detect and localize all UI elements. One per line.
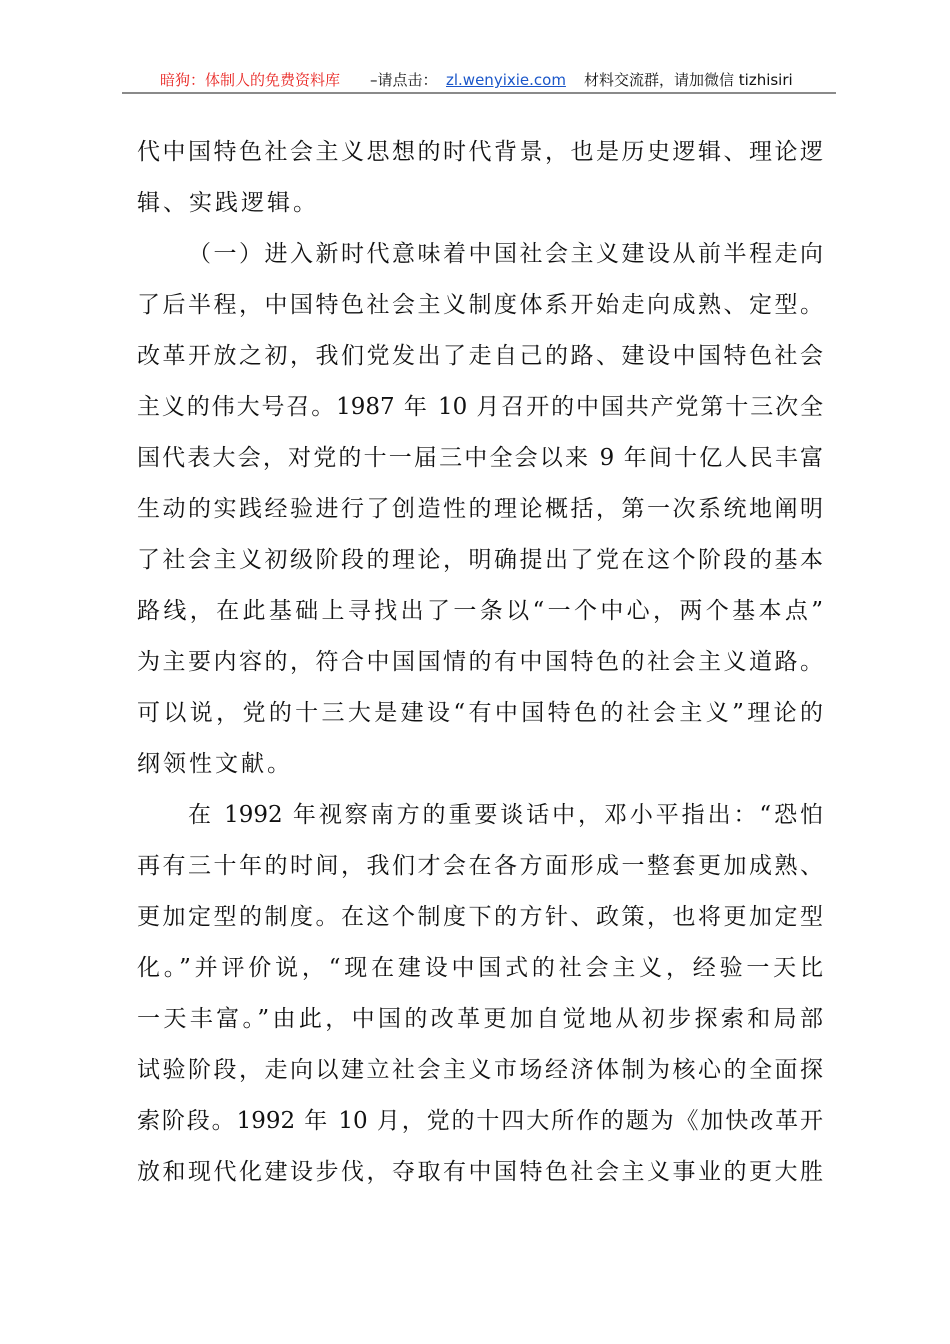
text-line: 更加定型的制度。在这个制度下的方针、政策，也将更加定型 — [137, 904, 823, 930]
text-line: 主义的伟大号召。1987 年 10 月召开的中国共产党第十三次全 — [137, 394, 823, 420]
text-line: 化。”并评价说，“现在建设中国式的社会主义，经验一天比 — [137, 955, 823, 981]
text-line: 纲领性文献。 — [137, 751, 293, 777]
text-line: 路线，在此基础上寻找出了一条以“一个中心，两个基本点” — [137, 598, 823, 624]
text-line: 再有三十年的时间，我们才会在各方面形成一整套更加成熟、 — [137, 853, 823, 879]
text-line: 国代表大会，对党的十一届三中全会以来 9 年间十亿人民丰富 — [137, 445, 823, 471]
text-line: 为主要内容的，符合中国国情的有中国特色的社会主义道路。 — [137, 649, 823, 675]
document-body — [137, 132, 823, 1203]
header-wechat-note: 材料交流群，请加微信 tizhisiri — [584, 71, 793, 89]
text-line: 试验阶段，走向以建立社会主义市场经济体制为核心的全面探 — [137, 1057, 823, 1083]
text-line: 一天丰富。”由此，中国的改革更加自觉地从初步探索和局部 — [137, 1006, 823, 1032]
text-line: 可以说，党的十三大是建设“有中国特色的社会主义”理论的 — [137, 700, 823, 726]
text-line: （一）进入新时代意味着中国社会主义建设从前半程走向 — [188, 241, 823, 267]
text-line: 改革开放之初，我们党发出了走自己的路、建设中国特色社会 — [137, 343, 823, 369]
text-line: 了后半程，中国特色社会主义制度体系开始走向成熟、定型。 — [137, 292, 823, 318]
text-line: 辑、实践逻辑。 — [137, 190, 319, 216]
text-line: 生动的实践经验进行了创造性的理论概括，第一次系统地阐明 — [137, 496, 823, 522]
header-link[interactable]: zl.wenyixie.com — [446, 71, 566, 89]
text-line: 了社会主义初级阶段的理论，明确提出了党在这个阶段的基本 — [137, 547, 823, 573]
text-line: 索阶段。1992 年 10 月，党的十四大所作的题为《加快改革开 — [137, 1108, 823, 1134]
header-site-name: 暗狗：体制人的免费资料库 — [160, 71, 341, 89]
text-line: 在 1992 年视察南方的重要谈话中，邓小平指出：“恐怕 — [188, 802, 823, 828]
text-line: 代中国特色社会主义思想的时代背景，也是历史逻辑、理论逻 — [137, 139, 823, 165]
header-divider — [122, 92, 836, 94]
header-click-prompt: –请点击： — [370, 71, 438, 89]
page-header — [122, 68, 836, 92]
text-line: 放和现代化建设步伐，夺取有中国特色社会主义事业的更大胜 — [137, 1159, 823, 1185]
